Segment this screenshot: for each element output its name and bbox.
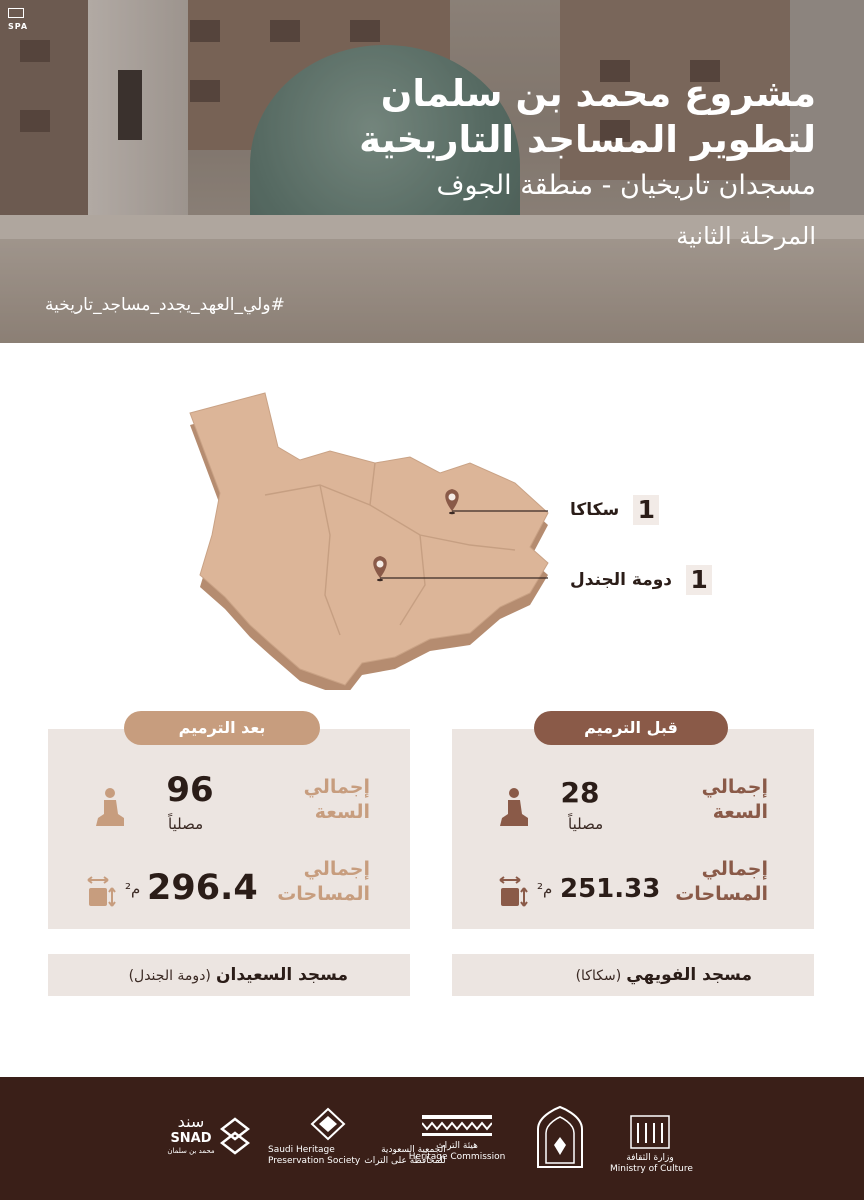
heritage-pattern-icon <box>422 1115 492 1137</box>
after-restoration-pill: بعد الترميم <box>124 711 320 745</box>
snad-sub-label: محمد بن سلمان <box>167 1147 215 1155</box>
location-name: سكاكا <box>570 500 620 520</box>
main-title-line2: لتطوير المساجد التاريخية <box>359 118 816 161</box>
location-count: 1 <box>633 495 659 525</box>
footer-logos-bar <box>0 1077 864 1200</box>
snad-mark-icon <box>220 1117 250 1155</box>
mosque-name: مسجد الفويهي <box>626 965 752 985</box>
shps-ar-line1: الجمعية السعودية <box>381 1145 446 1155</box>
shps-ar-line2: للمحافظة على التراث <box>364 1156 446 1166</box>
area-value: 296.4 <box>147 868 258 908</box>
capacity-label: إجمالي السعة <box>701 776 768 823</box>
spa-logo <box>8 8 28 31</box>
capacity-unit: مصلياً <box>168 815 204 833</box>
area-value: 251.33 <box>560 874 661 904</box>
area-measure-icon <box>498 876 528 908</box>
area-unit: م² <box>537 880 553 898</box>
culture-en-label: Ministry of Culture <box>610 1164 693 1174</box>
shps-en-line2: Preservation Society <box>268 1156 361 1166</box>
agency-label: SPA <box>8 22 29 31</box>
region-map-svg <box>170 385 560 690</box>
main-title-line1: مشروع محمد بن سلمان <box>380 72 816 115</box>
culture-ar-label: وزارة الثقافة <box>626 1153 674 1163</box>
mosque-name-box <box>48 954 410 996</box>
map-region-shape <box>190 393 548 685</box>
subtitle: مسجدان تاريخيان - منطقة الجوف <box>436 170 816 201</box>
mosque-name: مسجد السعيدان <box>215 965 348 985</box>
ministry-of-culture-logo <box>610 1115 693 1175</box>
area-measure-icon <box>86 876 116 908</box>
heritage-society-icon <box>310 1107 346 1141</box>
snad-ar-label: سند <box>177 1112 205 1131</box>
location-name: دومة الجندل <box>570 570 673 590</box>
area-label: إجمالي المساحات <box>277 858 370 905</box>
area-unit: م² <box>125 880 141 898</box>
location-dumat-al-jandal <box>570 565 712 595</box>
capacity-label: إجمالي السعة <box>303 776 370 823</box>
hero-photo <box>0 0 864 343</box>
mosque-name-box <box>452 954 814 996</box>
islamic-affairs-logo <box>530 1105 590 1173</box>
capacity-value: 96 <box>166 770 214 810</box>
capacity-value: 28 <box>560 776 600 809</box>
heritage-society-logo <box>268 1107 446 1167</box>
location-sakaka <box>570 495 659 525</box>
ministry-of-culture-icon <box>630 1115 670 1149</box>
heritage-ar-label: هيئة التراث <box>436 1141 478 1151</box>
capacity-unit: مصلياً <box>568 815 604 833</box>
area-label: إجمالي المساحات <box>675 858 768 905</box>
heritage-en-label: Heritage Commission <box>408 1152 506 1162</box>
mosque-location: (سكاكا) <box>575 968 622 984</box>
location-count: 1 <box>686 565 712 595</box>
hashtag: #ولي_العهد_يجدد_مساجد_تاريخية <box>45 295 285 315</box>
praying-person-icon <box>498 786 530 828</box>
mosque-arch-emblem-icon <box>534 1105 586 1169</box>
snad-logo <box>165 1113 255 1163</box>
al-jouf-region-map <box>170 385 560 690</box>
praying-person-icon <box>94 786 126 828</box>
shps-en-line1: Saudi Heritage <box>268 1145 335 1155</box>
snad-en-label: SNAD <box>170 1131 212 1146</box>
phase-label: المرحلة الثانية <box>676 222 816 250</box>
before-restoration-pill: قبل الترميم <box>534 711 728 745</box>
mosque-location: (دومة الجندل) <box>128 968 211 984</box>
